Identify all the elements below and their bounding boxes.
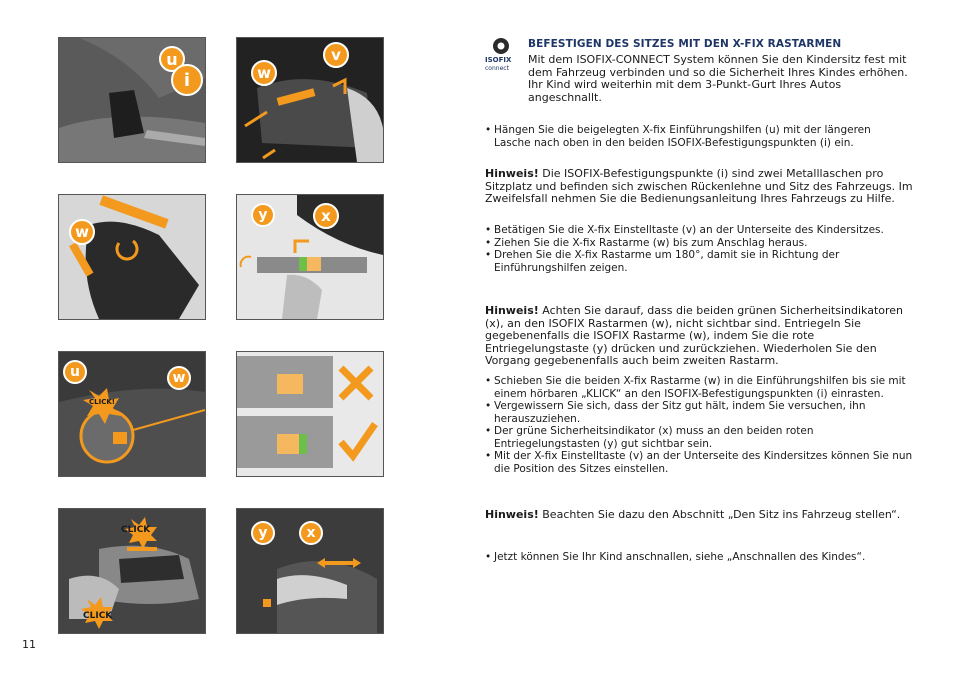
label-w-circle: w (69, 219, 95, 245)
photo-step-3 (58, 194, 206, 320)
photo-step-1 (58, 37, 206, 163)
bullet-list-3 (485, 375, 915, 475)
label-y-circle: y (251, 521, 275, 545)
note-label: Hinweis! (485, 304, 539, 317)
page-number: 11 (22, 638, 36, 651)
note-text: Die ISOFIX-Befestigungspunkte (i) sind zwei Metalllaschen pro Sitzplatz und befinden sich zwischen Rückenlehne und Sitz des Fahrzeugs. Im Zweifelsfall nehmen Sie die Bedienungsanleitung Ihres Fahrzeugs zu Hilfe. (485, 167, 913, 205)
label-i-circle: i (171, 64, 203, 96)
label-y-circle: y (251, 203, 275, 227)
logo-line-2: connect (485, 65, 509, 72)
photo-step-2-image (237, 38, 383, 162)
label-u-circle: u (63, 360, 87, 384)
note-label: Hinweis! (485, 167, 539, 180)
wrong-x-icon (341, 366, 373, 400)
click-badge-top: CLICK (121, 525, 151, 535)
photo-step-6 (236, 351, 384, 477)
section-heading: BEFESTIGEN DES SITZES MIT DEN X-FIX RASTARMEN (528, 38, 842, 50)
intro-paragraph: Mit dem ISOFIX-CONNECT System können Sie den Kindersitz fest mit dem Fahrzeug verbinden und so die Sicherheit Ihres Kindes erhöhen. Ihr Kind wird weiterhin mit dem 3-Punkt-Gurt Ihres Autos angeschnallt. (528, 53, 908, 104)
list-item: • Der grüne Sicherheitsindikator (x) muss an den beiden roten Entriegelungstasten (y) gut sichtbar sein. (485, 425, 915, 450)
click-badge: CLICK! (89, 398, 115, 406)
list-item: • Betätigen Sie die X-fix Einstelltaste (v) an der Unterseite des Kindersitzes. (485, 224, 905, 237)
correct-check-icon (341, 422, 375, 458)
bullet-list-1 (485, 124, 905, 149)
photo-step-2 (236, 37, 384, 163)
label-w-circle: w (251, 60, 277, 86)
photo-step-4 (236, 194, 384, 320)
bullet-list-4 (485, 551, 905, 564)
photo-step-3-image (59, 195, 205, 319)
logo-line-1: ISOFIX (485, 56, 512, 64)
photo-step-8 (236, 508, 384, 634)
label-x-circle: x (299, 521, 323, 545)
label-w-circle: w (167, 366, 191, 390)
list-item: • Jetzt können Sie Ihr Kind anschnallen, siehe „Anschnallen des Kindes“. (485, 551, 905, 564)
label-u-circle: u (159, 46, 185, 72)
label-v-circle: v (323, 42, 349, 68)
note-3 (485, 509, 920, 522)
list-item: • Drehen Sie die X-fix Rastarme um 180°, damit sie in Richtung der Einführungshilfen zeigen. (485, 249, 905, 274)
list-item: • Ziehen Sie die X-fix Rastarme (w) bis zum Anschlag heraus. (485, 237, 905, 250)
list-item: • Vergewissern Sie sich, dass der Sitz gut hält, indem Sie versuchen, ihn herauszuziehen. (485, 400, 915, 425)
photo-step-7 (58, 508, 206, 634)
note-2 (485, 305, 920, 368)
photo-step-5 (58, 351, 206, 477)
note-1 (485, 168, 920, 206)
note-label: Hinweis! (485, 508, 539, 521)
list-item: • Mit der X-fix Einstelltaste (v) an der Unterseite des Kindersitzes können Sie nun die Position des Sitzes einstellen. (485, 450, 915, 475)
list-item: • Schieben Sie die beiden X-fix Rastarme (w) in die Einführungshilfen bis sie mit einem hörbaren „KLICK“ an den ISOFIX-Befestigungspunkten (i) einrasten. (485, 375, 915, 400)
label-x-circle: x (313, 203, 339, 229)
bullet-list-2 (485, 224, 905, 274)
click-badge-bottom: CLICK (83, 611, 113, 621)
note-text: Achten Sie darauf, dass die beiden grünen Sicherheitsindikatoren (x), an den ISOFIX Rastarmen (w), nicht sichtbar sind. Entriegeln Sie gegebenenfalls die ISOFIX Rastarme (w), indem Sie die rote Entriegelungstaste (y) drücken und zurückziehen. Wiederholen Sie den Vorgang gegebenenfalls auch beim zweiten Rastarm. (485, 304, 904, 367)
list-item: • Hängen Sie die beigelegten X-fix Einführungshilfen (u) mit der längeren Lasche nach oben in den beiden ISOFIX-Befestigungspunkten (i) ein. (485, 124, 905, 149)
note-text: Beachten Sie dazu den Abschnitt „Den Sitz ins Fahrzeug stellen“. (538, 508, 901, 521)
isofix-connect-logo (484, 37, 518, 77)
